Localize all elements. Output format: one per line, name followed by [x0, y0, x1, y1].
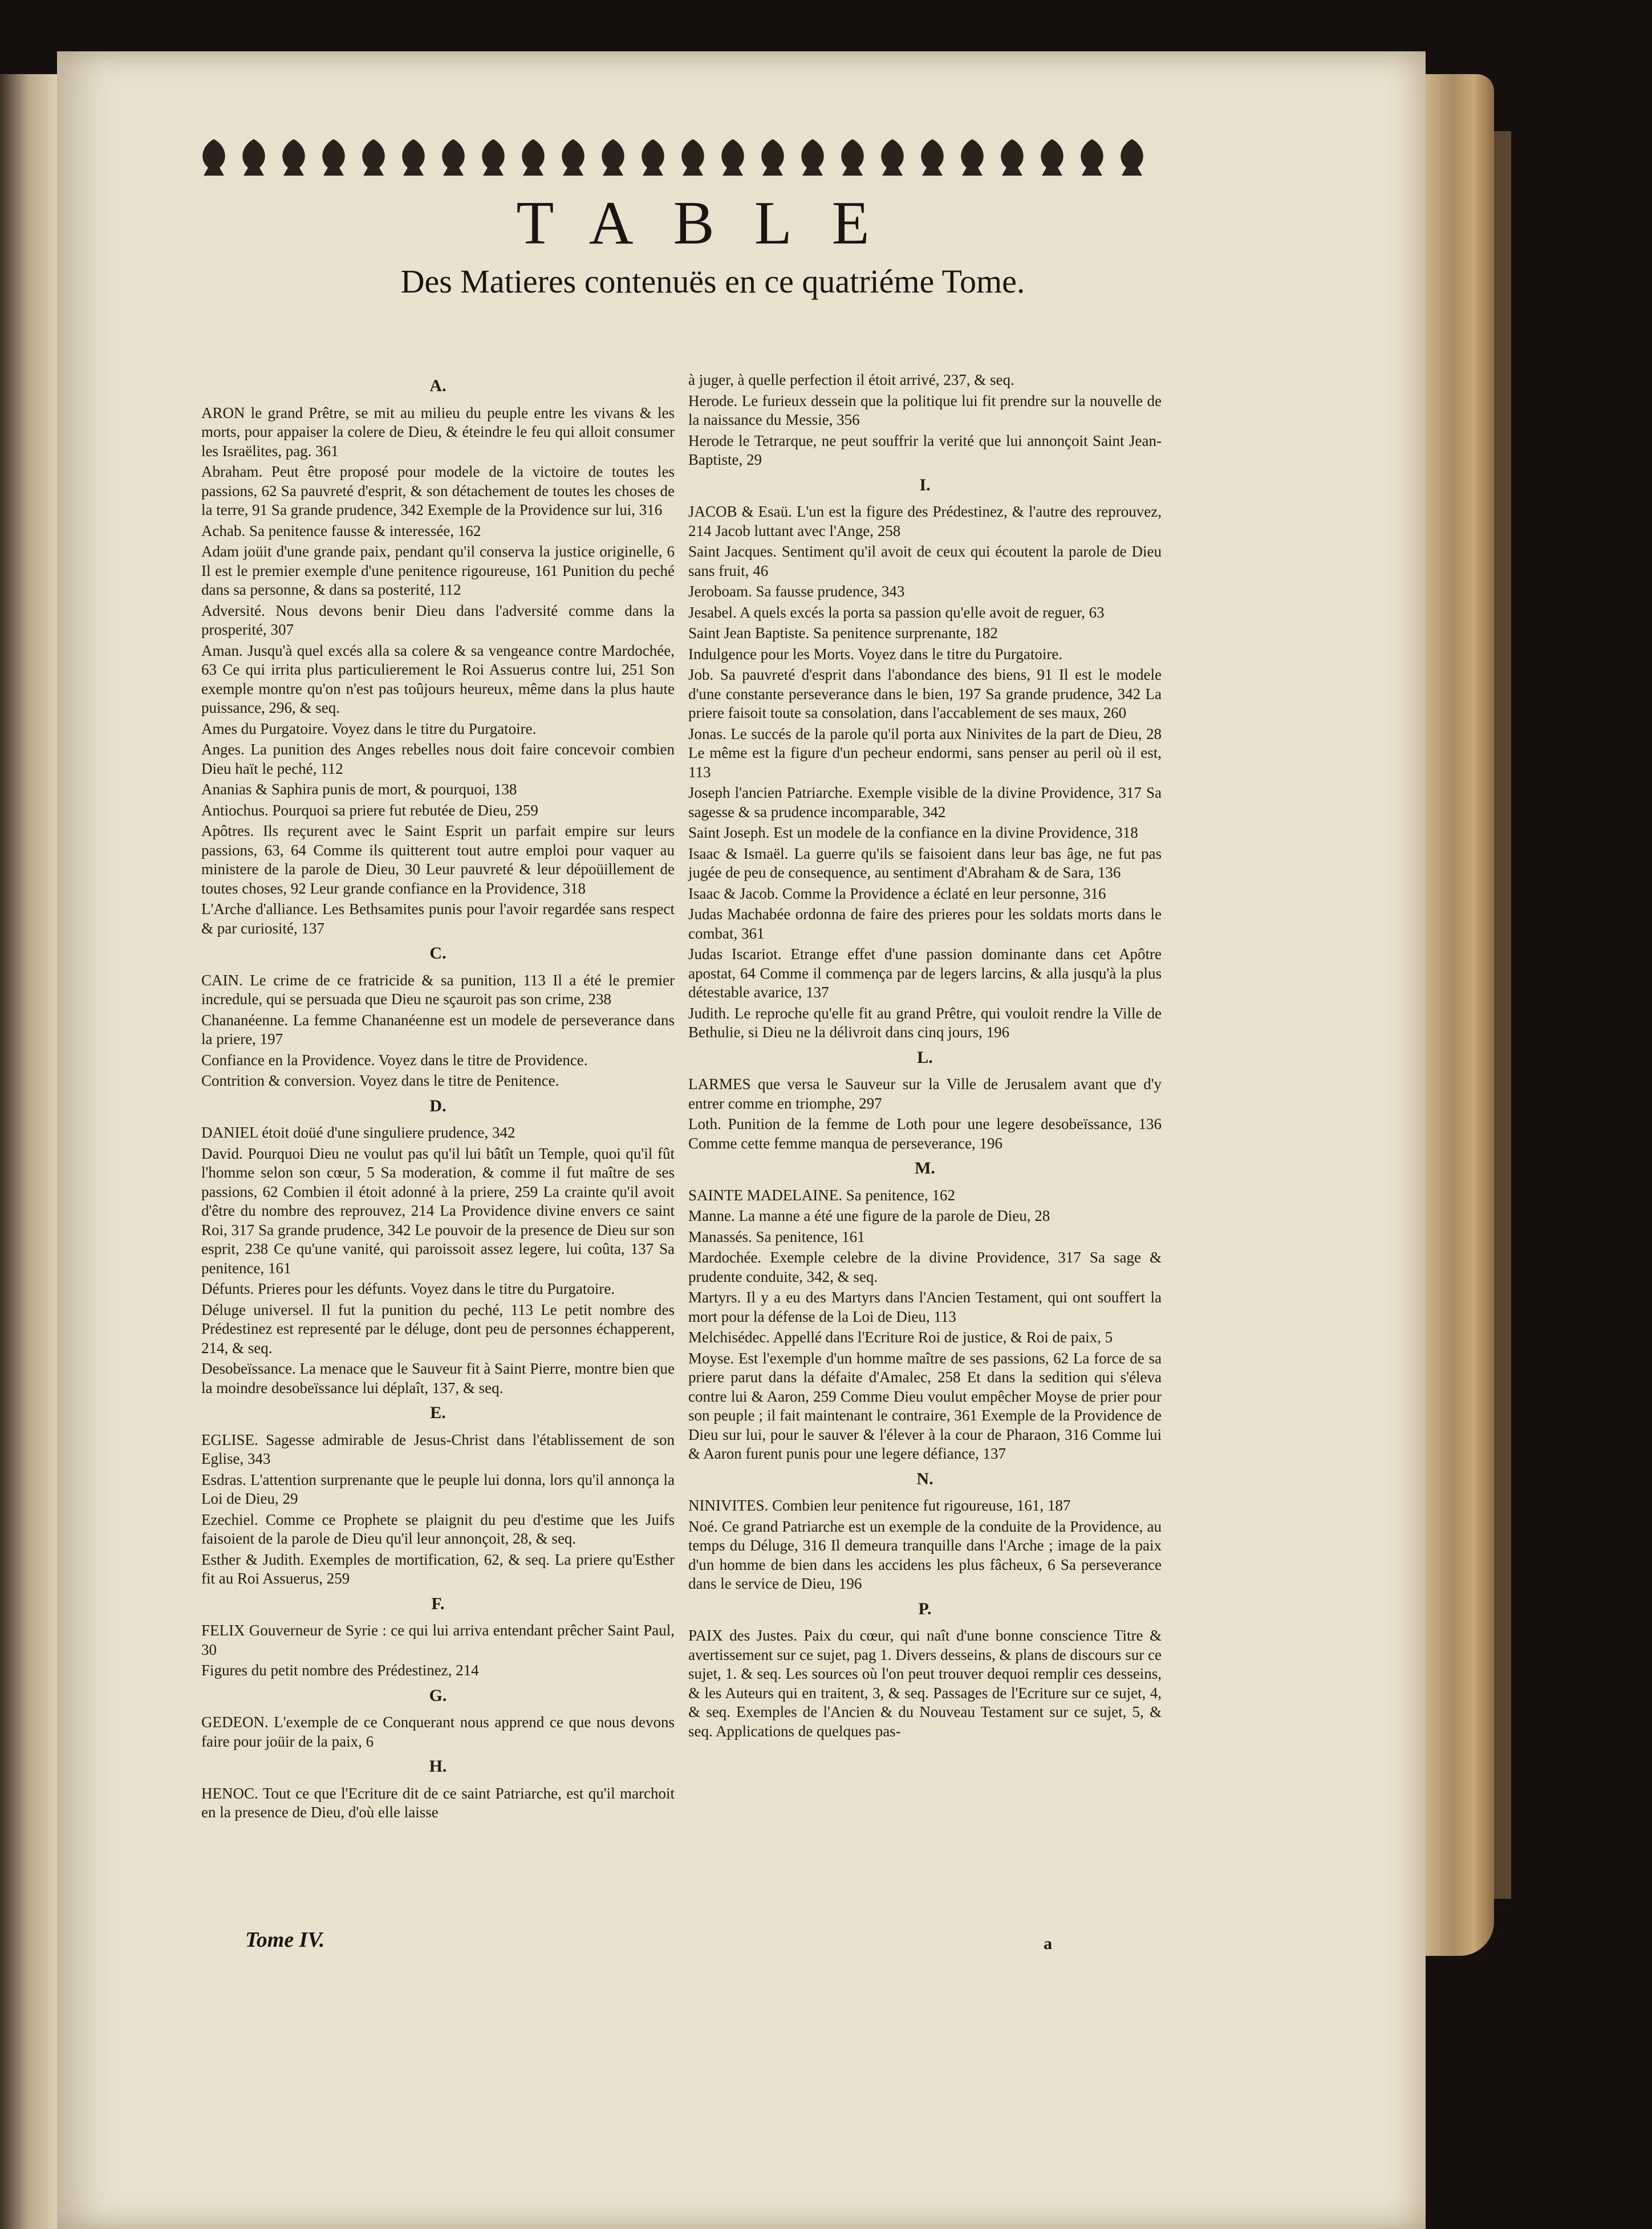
section-letter: P. [918, 1599, 932, 1618]
index-entry: Déluge universel. Il fut la punition du peché, 113 Le petit nombre des Prédestinez est representé par le déluge, dont peu de personnes échapperent, 214, & seq. [201, 1301, 675, 1357]
index-entry: HENOC. Tout ce que l'Ecriture dit de ce saint Patriarche, est qu'il marchoit en la presence de Dieu, d'où elle laisse [201, 1784, 675, 1821]
section-letter: M. [915, 1159, 935, 1178]
index-entry: Judas Iscariot. Etrange effet d'une passion dominante dans cet Apôtre apostat, 64 Comme il commença par de legers larcins, & alla jusqu'à la plus détestable avarice, 137 [688, 945, 1162, 1001]
ornament-fleuron [402, 139, 424, 176]
index-entry: EGLISE. Sagesse admirable de Jesus-Christ dans l'établissement de son Eglise, 343 [201, 1431, 675, 1467]
index-entry: Abraham. Peut être proposé pour modele de la victoire de toutes les passions, 62 Sa pauvreté d'esprit, & son détachement de toutes les choses de la terre, 91 Sa grande prudence, 342 Exemple de la Providence sur lui, 316 [201, 463, 675, 518]
index-entry: Manne. La manne a été une figure de la parole de Dieu, 28 [688, 1207, 1050, 1224]
ornament-fleuron [482, 139, 504, 176]
index-entry: LARMES que versa le Sauveur sur la Ville de Jerusalem avant que d'y entrer comme en triomphe, 297 [688, 1075, 1162, 1112]
index-entry: Achab. Sa penitence fausse & interessée, 162 [201, 522, 481, 539]
ornament-fleuron [801, 139, 823, 176]
left-column [201, 371, 675, 1824]
index-entry: Moyse. Est l'exemple d'un homme maître de ses passions, 62 La force de sa priere parut dans la défaite d'Amalec, 258 Et dans la sedition qui s'éleva contre lui & Aaron, 259 Comme Dieu voulut empêcher Moyse de prier pour son peuple ; il fait maintenant le contraire, 361 Exemple de la Providence de Dieu sur lui, pour le sauver & l'élever à la cour de Pharaon, 316 Comme lui & Aaron furent punis pour une legere défiance, 137 [688, 1349, 1162, 1462]
index-entry: Herode. Le furieux dessein que la politique lui fit prendre sur la nouvelle de la naissance du Messie, 356 [688, 392, 1162, 428]
binding-shadow [1494, 131, 1511, 1899]
index-entry: FELIX Gouverneur de Syrie : ce qui lui arriva entendant prêcher Saint Paul, 30 [201, 1622, 675, 1658]
ornament-fleuron [522, 139, 544, 176]
index-entry: Judas Machabée ordonna de faire des prieres pour les soldats morts dans le combat, 361 [688, 906, 1162, 942]
index-entry: DANIEL étoit doüé d'une singuliere prudence, 342 [201, 1124, 516, 1141]
section-letter: I. [919, 475, 931, 494]
section-letter: N. [916, 1469, 933, 1488]
ornament-fleuron [602, 139, 624, 176]
ornament-fleuron [841, 139, 863, 176]
index-entry: Esdras. L'attention surprenante que le peuple lui donna, lors qu'il annonça la Loi de Dieu, 29 [201, 1471, 675, 1507]
index-entry: ARON le grand Prêtre, se mit au milieu du peuple entre les vivans & les morts, pour appaiser la colere de Dieu, & éteindre le feu qui alloit consumer les Israëlites, pag. 361 [201, 404, 675, 460]
index-entry: Loth. Punition de la femme de Loth pour une legere desobeïssance, 136 Comme cette femme manqua de perseverance, 196 [688, 1115, 1162, 1152]
section-letter: L. [917, 1047, 933, 1067]
index-entry: SAINTE MADELAINE. Sa penitence, 162 [688, 1186, 955, 1204]
index-entry: PAIX des Justes. Paix du cœur, qui naît d'une bonne conscience Titre & avertissement sur ce sujet, pag 1. Divers desseins, & plans de discours sur ce sujet, 1. & seq. Les sources où l'on peut trouver dequoi remplir ces desseins, & les Auteurs qui en traitent, 3, & seq. Passages de l'Ecriture sur ce sujet, 4, & seq. Exemples de l'Ancien & du Nouveau Testament sur ce sujet, 5, & seq. Applications de quelques pas- [688, 1627, 1162, 1740]
ornament-fleuron [721, 139, 744, 176]
index-entry: Antiochus. Pourquoi sa priere fut rebutée de Dieu, 259 [201, 801, 538, 819]
ornament-fleuron [242, 139, 265, 176]
ornament-fleuron [322, 139, 344, 176]
index-entry: Défunts. Prieres pour les défunts. Voyez dans le titre du Purgatoire. [201, 1280, 615, 1297]
index-entry: CAIN. Le crime de ce fratricide & sa punition, 113 Il a été le premier incredule, qui se persuada que Dieu ne sçauroit pas son crime, 238 [201, 971, 675, 1008]
index-entry: Isaac & Ismaël. La guerre qu'ils se faisoient dans leur bas âge, ne fut pas jugée de peu de consequence, au sentiment d'Abraham & de Sara, 136 [688, 844, 1162, 881]
index-entry: Ames du Purgatoire. Voyez dans le titre du Purgatoire. [201, 720, 537, 737]
ornament-fleuron [1121, 139, 1143, 176]
index-entry: Jeroboam. Sa fausse prudence, 343 [688, 583, 905, 600]
index-entry: Saint Joseph. Est un modele de la confiance en la divine Providence, 318 [688, 824, 1138, 841]
index-entry: Chananéenne. La femme Chananéenne est un modele de perseverance dans la priere, 197 [201, 1011, 675, 1047]
index-entry: Jonas. Le succés de la parole qu'il porta aux Ninivites de la part de Dieu, 28 Le même est la figure d'un pecheur endormi, sans penser au peril où il est, 113 [688, 725, 1162, 781]
section-letter: H. [429, 1757, 447, 1776]
ornament-fleuron [642, 139, 664, 176]
ornament-fleuron [1041, 139, 1063, 176]
index-entry: GEDEON. L'exemple de ce Conquerant nous apprend ce que nous devons faire pour joüir de la paix, 6 [201, 1714, 675, 1750]
page-title: TABLE [516, 189, 910, 257]
index-entry: Aman. Jusqu'à quel excés alla sa colere & sa vengeance contre Mardochée, 63 Ce qui irrita plus particulierement le Roi Assuerus contre lui, 251 Son exemple montre qu'on n'est pas toûjours heureux, même dans la plus haute puissance, 296, & seq. [201, 642, 675, 716]
index-entry: Adversité. Nous devons benir Dieu dans l'adversité comme dans la prosperité, 307 [201, 602, 675, 638]
ornament-fleuron [442, 139, 464, 176]
index-entry: Figures du petit nombre des Prédestinez, 214 [201, 1662, 479, 1679]
index-entry: Mardochée. Exemple celebre de la divine Providence, 317 Sa sage & prudente conduite, 342, & seq. [688, 1249, 1162, 1285]
volume-footer: Tome IV. [245, 1928, 325, 1952]
ornament-fleuron [921, 139, 943, 176]
index-entry: David. Pourquoi Dieu ne voulut pas qu'il lui bâtît un Temple, quoi qu'il fût l'homme selon son cœur, 5 Sa moderation, & comme il fut maître de ses passions, 62 Combien il étoit adonné à la priere, 259 La crainte qu'il avoit d'être du nombre des reprouvez, 214 La Providence divine envers ce saint Roi, 317 Sa grande prudence, 342 Le pouvoir de la presence de Dieu sur son esprit, 238 Ce qu'une vanité, qui paroissoit assez legere, lui coûta, 137 Sa penitence, 161 [201, 1144, 675, 1277]
ornament-fleuron [282, 139, 305, 176]
index-entry: Esther & Judith. Exemples de mortification, 62, & seq. La priere qu'Esther fit au Roi Assuerus, 259 [201, 1550, 675, 1587]
index-entry: Saint Jean Baptiste. Sa penitence surprenante, 182 [688, 624, 998, 642]
section-letter: C. [429, 944, 447, 963]
index-entry: Manassés. Sa penitence, 161 [688, 1228, 865, 1245]
index-entry: Confiance en la Providence. Voyez dans le titre de Providence. [201, 1051, 588, 1069]
index-entry: Adam joüit d'une grande paix, pendant qu'il conserva la justice originelle, 6 Il est le premier exemple d'une penitence rigoureuse, 161 Punition du peché dans sa personne, & dans sa posterité, 112 [201, 543, 675, 598]
signature-mark: a [1044, 1934, 1052, 1953]
index-entry: Ezechiel. Comme ce Prophete se plaignit du peu d'estime que les Juifs faisoient de la parole de Dieu qu'il leur annonçoit, 28, & seq. [201, 1511, 675, 1547]
ornament-fleuron [1081, 139, 1103, 176]
index-entry: Herode le Tetrarque, ne peut souffrir la verité que lui annonçoit Saint Jean-Baptiste, 29 [688, 432, 1162, 468]
index-entry: Contrition & conversion. Voyez dans le titre de Penitence. [201, 1072, 559, 1089]
index-entry: Ananias & Saphira punis de mort, & pourquoi, 138 [201, 781, 517, 798]
index-entry: JACOB & Esaü. L'un est la figure des Prédestinez, & l'autre des reprouvez, 214 Jacob luttant avec l'Ange, 258 [688, 503, 1162, 539]
ornament-fleuron [881, 139, 903, 176]
ornament-fleuron [761, 139, 784, 176]
index-entry: Martyrs. Il y a eu des Martyrs dans l'Ancien Testament, qui ont souffert la mort pour la défense de la Loi de Dieu, 113 [688, 1289, 1162, 1325]
index-entry: Joseph l'ancien Patriarche. Exemple visible de la divine Providence, 317 Sa sagesse & sa prudence incomparable, 342 [688, 784, 1162, 821]
index-entry: Desobeïssance. La menace que le Sauveur fit à Saint Pierre, montre bien que la moindre desobeïssance lui déplaît, 137, & seq. [201, 1360, 675, 1396]
left-page-edge [0, 74, 63, 2229]
section-letter: F. [431, 1594, 445, 1613]
ornament-fleuron [681, 139, 704, 176]
section-letter: D. [429, 1096, 447, 1115]
ornament-fleuron [1001, 139, 1023, 176]
ornament-fleuron [562, 139, 584, 176]
ornament-band [194, 135, 1146, 180]
index-entry: Indulgence pour les Morts. Voyez dans le titre du Purgatoire. [688, 645, 1063, 663]
index-entry: à juger, à quelle perfection il étoit arrivé, 237, & seq. [688, 371, 1014, 388]
index-entry: Judith. Le reproche qu'elle fit au grand Prêtre, qui vouloit rendre la Ville de Bethulie, si Dieu ne la délivroit dans cinq jours, 196 [688, 1004, 1162, 1041]
page-subtitle: Des Matieres contenuës en ce quatriéme Tome. [400, 263, 1025, 300]
index-entry: NINIVITES. Combien leur penitence fut rigoureuse, 161, 187 [688, 1497, 1071, 1514]
index-entry: Isaac & Jacob. Comme la Providence a éclaté en leur personne, 316 [688, 884, 1106, 902]
index-entry: Saint Jacques. Sentiment qu'il avoit de ceux qui écoutent la parole de Dieu sans fruit, 46 [688, 543, 1162, 579]
section-letter: G. [429, 1686, 447, 1705]
ornament-fleuron [202, 139, 225, 176]
index-entry: Anges. La punition des Anges rebelles nous doit faire concevoir combien Dieu haït le peché, 112 [201, 741, 675, 777]
page-block-edge [1426, 74, 1494, 1956]
section-letter: E. [430, 1403, 446, 1422]
right-column [688, 371, 1162, 1743]
index-entry: Melchisédec. Appellé dans l'Ecriture Roi de justice, & Roi de paix, 5 [688, 1329, 1113, 1346]
ornament-fleuron [961, 139, 983, 176]
index-entry: Job. Sa pauvreté d'esprit dans l'abondance des biens, 91 Il est le modele d'une constante perseverance dans le bien, 197 Sa grande prudence, 342 La priere faisoit toute sa consolation, dans l'accablement de ses maux, 260 [688, 666, 1162, 721]
ornament-fleuron [362, 139, 384, 176]
section-letter: A. [429, 376, 447, 395]
index-entry: Jesabel. A quels excés la porta sa passion qu'elle avoit de reguer, 63 [688, 603, 1105, 621]
index-entry: Apôtres. Ils reçurent avec le Saint Esprit un parfait empire sur leurs passions, 63, 64 Comme ils quitterent tout autre emploi pour vaquer au ministere de la parole de Dieu, 30 Leur pauvreté & leur dépoüillement de toutes choses, 92 Leur grande confiance en la Providence, 318 [201, 822, 675, 897]
index-entry: L'Arche d'alliance. Les Bethsamites punis pour l'avoir regardée sans respect & par curiosité, 137 [201, 900, 675, 937]
index-entry: Noé. Ce grand Patriarche est un exemple de la conduite de la Providence, au temps du Déluge, 316 Il demeura tranquille dans l'Arche ; image de la paix d'un homme de bien dans les accidens les plus fâcheux, 6 Sa perseverance dans le service de Dieu, 196 [688, 1517, 1162, 1592]
